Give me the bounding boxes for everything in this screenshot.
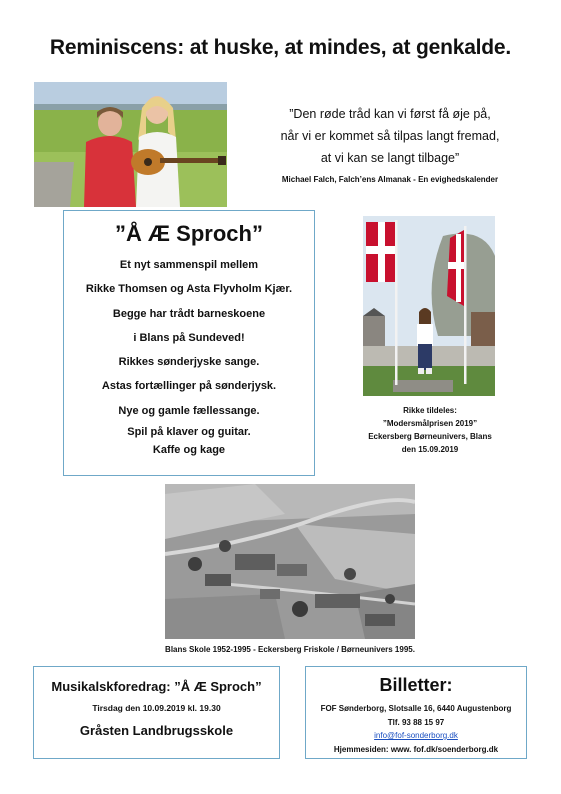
program-line: Begge har trådt barneskoene	[112, 307, 266, 320]
tickets-website: Hjemmesiden: www. fof.dk/soenderborg.dk	[333, 744, 499, 754]
page-title: Reminiscens: at huske, at mindes, at genkalde.	[49, 36, 512, 59]
event-date: Tirsdag den 10.09.2019 kl. 19.30	[92, 703, 221, 713]
program-lines	[64, 253, 314, 459]
tickets-email-row	[306, 729, 526, 743]
award-line: ”Modersmålprisen 2019”	[382, 419, 478, 428]
quote-line: ”Den røde tråd kan vi først få øje på,	[289, 107, 491, 121]
program-line: Et nyt sammenspil mellem	[119, 259, 259, 271]
program-line: Spil på klaver og guitar.	[127, 426, 251, 439]
tickets-details	[306, 702, 526, 756]
tickets-box	[305, 666, 527, 759]
program-line: i Blans på Sundeved!	[133, 331, 245, 344]
award-line: den 15.09.2019	[401, 445, 459, 454]
program-line: Rikke Thomsen og Asta Flyvholm Kjær.	[85, 283, 293, 296]
tickets-email-link[interactable]: info@fof-sonderborg.dk	[374, 731, 458, 740]
program-box	[63, 210, 315, 476]
quote-line: at vi kan se langt tilbage”	[320, 151, 460, 165]
photo-aerial-school	[165, 484, 415, 639]
program-line: Nye og gamle fællessange.	[118, 404, 260, 417]
tickets-phone: Tlf. 93 88 15 97	[387, 717, 445, 727]
program-line: Kaffe og kage	[152, 444, 226, 457]
aerial-photo-caption: Blans Skole 1952-1995 - Eckersberg Friskole / Børneunivers 1995.	[165, 645, 415, 654]
tickets-title: Billetter:	[379, 675, 453, 695]
photo-flags	[363, 216, 495, 396]
tickets-address: FOF Sønderborg, Slotsalle 16, 6440 Augustenborg	[320, 704, 512, 713]
event-venue: Gråsten Landbrugsskole	[79, 723, 234, 738]
event-box	[33, 666, 280, 759]
program-line: Rikkes sønderjyske sange.	[118, 356, 260, 369]
quote-text	[240, 103, 540, 169]
program-line: Astas fortællinger på sønderjysk.	[101, 380, 277, 393]
program-title: ”Å Æ Sproch”	[115, 221, 263, 246]
quote-source: Michael Falch, Falch’ens Almanak - En evighedskalender	[281, 175, 499, 184]
event-title: Musikalskforedrag: ”Å Æ Sproch”	[51, 679, 262, 694]
photo-duo-guitar	[34, 82, 227, 207]
quote-line: når vi er kommet så tilpas langt fremad,	[280, 129, 500, 143]
award-line: Rikke tildeles:	[403, 406, 457, 415]
award-line: Eckersberg Børneunivers, Blans	[368, 432, 492, 441]
award-caption	[340, 404, 520, 456]
